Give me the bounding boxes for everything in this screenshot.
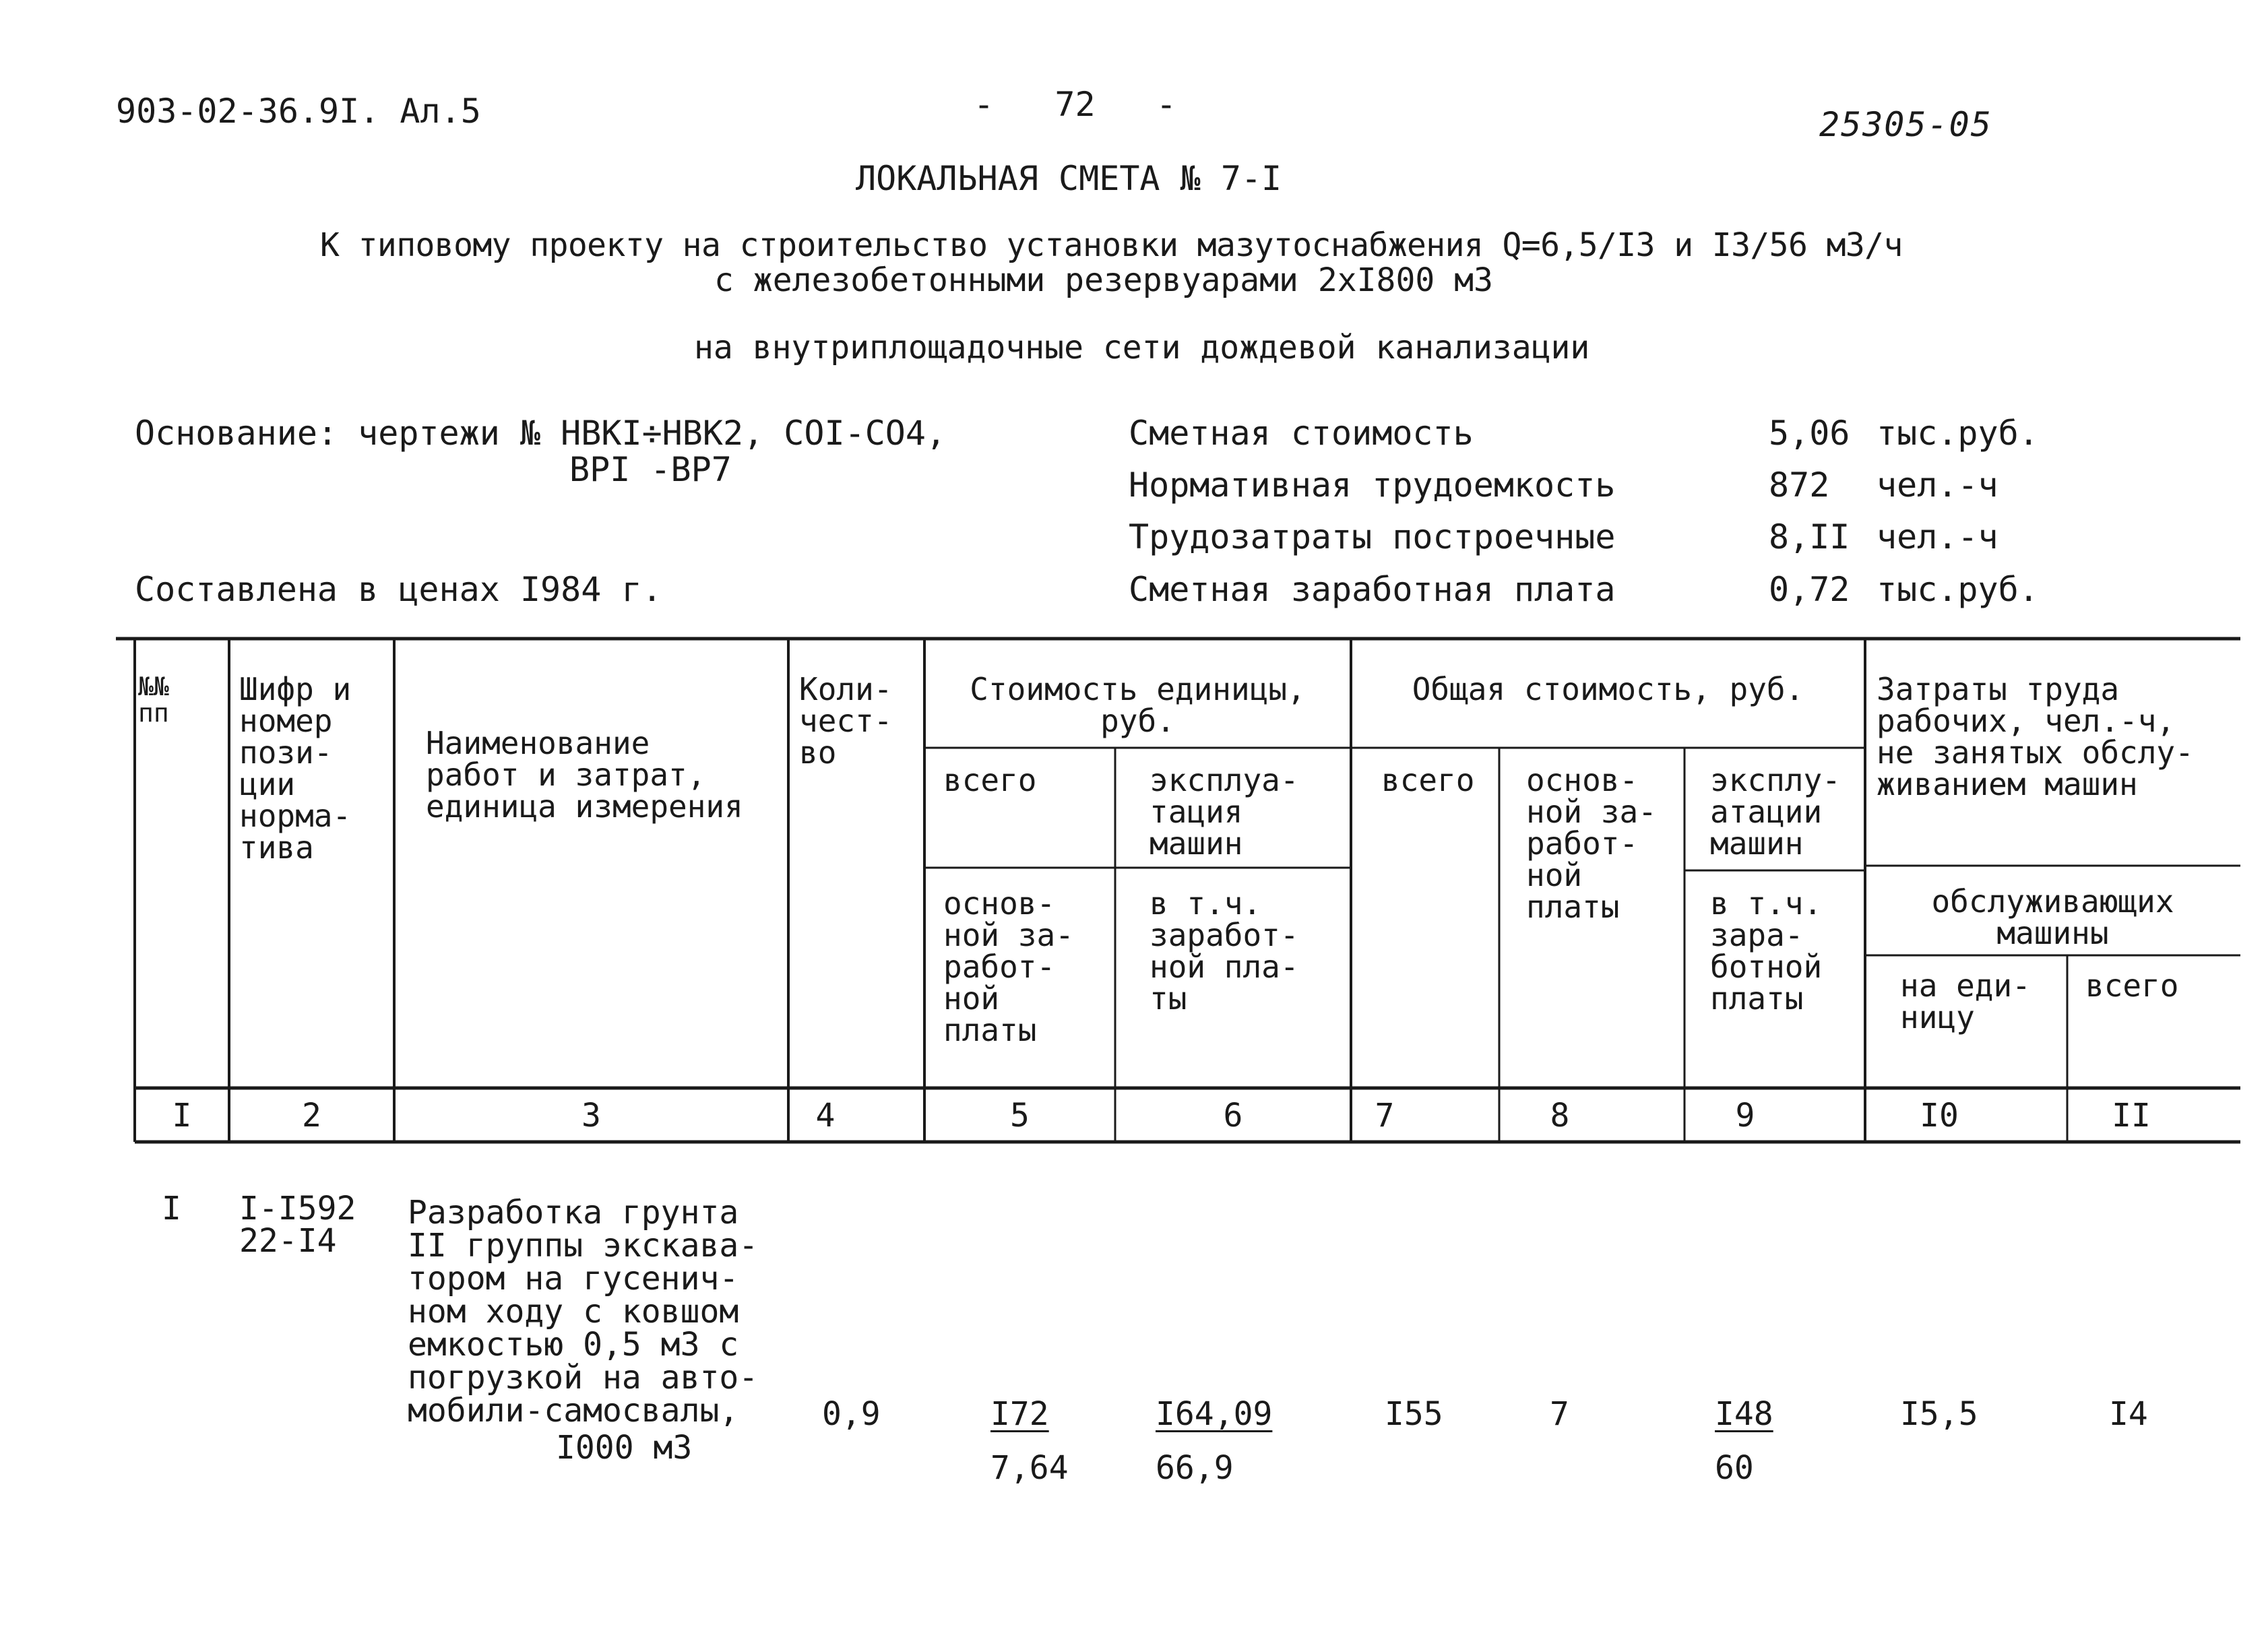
project-line-3: на внутриплощадочные сети дождевой канализации — [694, 329, 1590, 366]
inventory-number: 25305-05 — [1819, 105, 1992, 144]
header-unit-machine: эксплуа- тация машин — [1149, 762, 1299, 862]
document-code: 903-02-36.9I. Ал.5 — [116, 92, 481, 131]
summary-label-wage: Сметная заработная плата — [1129, 570, 1616, 609]
header-labor-service: обслуживающих машины — [1931, 883, 2174, 951]
header-total-wage: основ- ной за- работ- ной платы — [1526, 762, 1657, 925]
summary-value-wage: 0,72 — [1769, 570, 1850, 609]
summary-label-cost: Сметная стоимость — [1129, 414, 1474, 453]
row-total-machine-wage: 60 — [1715, 1449, 1754, 1487]
header-total-machine-wage: в т.ч. зара- ботной платы — [1710, 885, 1823, 1017]
basis-drawings-cont: ВРI -ВР7 — [569, 450, 732, 489]
row-unit-wage: 7,64 — [990, 1449, 1069, 1487]
summary-value-site-labor: 8,II — [1769, 517, 1850, 556]
column-number: 3 — [581, 1097, 601, 1134]
page-number: - 72 - — [974, 85, 1177, 124]
summary-unit-wage: тыс.руб. — [1877, 570, 2039, 609]
row-quantity: 0,9 — [822, 1395, 881, 1433]
row-unit-total: I72 — [990, 1395, 1049, 1433]
row-number: I — [162, 1190, 181, 1227]
row-norm-code: I-I592 22-I4 — [239, 1190, 356, 1260]
row-total-all: I55 — [1385, 1395, 1443, 1433]
header-unit-machine-wage: в т.ч. заработ- ной пла- ты — [1149, 885, 1299, 1017]
column-number: 8 — [1550, 1097, 1570, 1134]
project-line-1: К типовому проекту на строительство установки мазутоснабжения Q=6,5/I3 и I3/56 м3/ч — [320, 226, 1903, 264]
row-total-machine: I48 — [1715, 1395, 1773, 1433]
row-labor-total: I4 — [2109, 1395, 2148, 1433]
basis-drawings: Основание: чертежи № НВКI÷НВК2, СОI-СО4, — [135, 414, 947, 453]
header-total-all: всего — [1381, 762, 1475, 798]
column-number: I0 — [1920, 1097, 1959, 1134]
header-labor: Затраты труда рабочих, чел.-ч, не занятых обслу- живанием машин — [1877, 671, 2194, 802]
summary-value-labor: 872 — [1769, 466, 1830, 505]
estimate-title: ЛОКАЛЬНАЯ СМЕТА № 7-I — [856, 159, 1282, 198]
header-unit-wage: основ- ной за- работ- ной платы — [943, 885, 1074, 1048]
column-number: 9 — [1735, 1097, 1755, 1134]
summary-label-labor: Нормативная трудоемкость — [1129, 466, 1616, 505]
summary-label-site-labor: Трудозатраты построечные — [1129, 517, 1616, 556]
column-number: I — [172, 1097, 192, 1134]
summary-unit-cost: тыс.руб. — [1877, 414, 2039, 453]
price-level: Составлена в ценах I984 г. — [135, 570, 662, 609]
row-labor-per-unit: I5,5 — [1900, 1395, 1978, 1433]
header-total-cost: Общая стоимость, руб. — [1412, 671, 1804, 707]
header-unit-cost: Стоимость единицы, руб. — [970, 671, 1306, 739]
header-quantity: Коли- чест- во — [799, 671, 893, 771]
summary-unit-site-labor: чел.-ч — [1877, 517, 1998, 556]
row-work-unit: I000 м3 — [556, 1429, 693, 1467]
header-norm-code: Шифр и номер пози- ции норма- тива — [239, 671, 352, 866]
project-line-2: с железобетонными резервуарами 2хI800 м3 — [714, 261, 1493, 299]
header-total-machine: эксплу- атации машин — [1710, 762, 1841, 862]
summary-value-cost: 5,06 — [1769, 414, 1850, 453]
row-unit-machine-wage: 66,9 — [1156, 1449, 1234, 1487]
header-labor-total: всего — [2085, 967, 2179, 1004]
row-unit-machine: I64,09 — [1156, 1395, 1273, 1433]
header-row-number: №№ пп — [138, 672, 169, 728]
column-number: 2 — [302, 1097, 321, 1134]
column-number: 6 — [1223, 1097, 1243, 1134]
column-number: 5 — [1010, 1097, 1030, 1134]
column-number: II — [2112, 1097, 2151, 1134]
header-unit-total: всего — [943, 762, 1037, 798]
column-number: 7 — [1375, 1097, 1395, 1134]
header-labor-per-unit: на еди- ницу — [1900, 967, 2031, 1035]
summary-unit-labor: чел.-ч — [1877, 466, 1998, 505]
column-number: 4 — [815, 1097, 836, 1134]
row-total-wage: 7 — [1550, 1395, 1569, 1433]
row-work-name: Разработка грунта II группы экскава- тором на гусенич- ном ходу с ковшом емкостью 0,5 м3 с погрузкой на авто- мобили-самосвалы, — [408, 1194, 759, 1430]
header-work-name: Наименование работ и затрат, единица измерения — [426, 725, 743, 825]
